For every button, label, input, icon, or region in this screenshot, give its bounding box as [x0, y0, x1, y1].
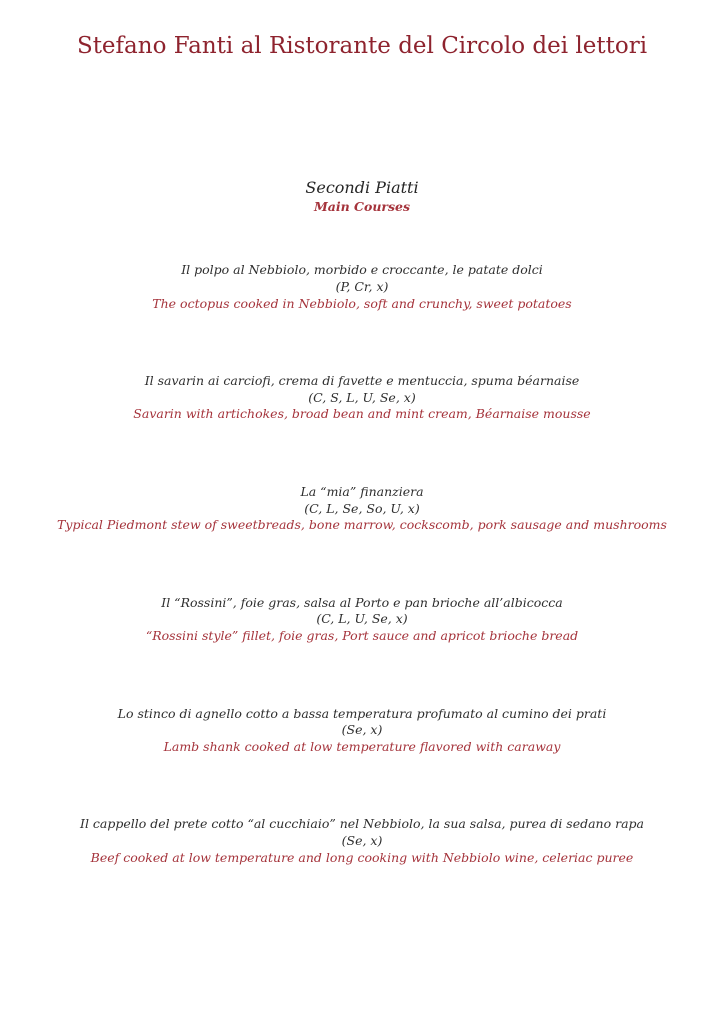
dish-name-english: Savarin with artichokes, broad bean and mint cream, Béarnaise mousse [133, 406, 591, 422]
menu-item [0, 595, 724, 645]
menu-item [0, 262, 724, 312]
dish-name-english: The octopus cooked in Nebbiolo, soft and crunchy, sweet potatoes [152, 295, 572, 311]
section-heading-english: Main Courses [313, 199, 411, 215]
menu-item [0, 706, 724, 756]
dish-name-italian: Il “Rossini”, foie gras, salsa al Porto e pan brioche all’albicocca [161, 594, 563, 610]
dish-allergens: (C, L, U, Se, x) [316, 611, 408, 627]
dish-name-english: Lamb shank cooked at low temperature flavored with caraway [163, 738, 561, 754]
dish-allergens: (P, Cr, x) [335, 279, 389, 295]
section-heading [0, 177, 724, 215]
dish-name-italian: Lo stinco di agnello cotto a bassa temperatura profumato al cumino dei prati [117, 705, 607, 721]
dish-name-italian: La “mia” finanziera [300, 484, 424, 499]
dish-name-english: “Rossini style” fillet, foie gras, Port sauce and apricot brioche bread [145, 627, 579, 643]
page-title: Stefano Fanti al Ristorante del Circolo dei lettori [76, 33, 648, 59]
dish-name-english: Beef cooked at low temperature and long cooking with Nebbiolo wine, celeriac puree [90, 849, 634, 865]
dish-allergens: (C, L, Se, So, U, x) [304, 500, 420, 516]
dish-name-italian: Il savarin ai carciofi, crema di favette e mentuccia, spuma béarnaise [144, 373, 580, 389]
dish-name-italian: Il polpo al Nebbiolo, morbido e croccante, le patate dolci [181, 262, 543, 278]
dish-allergens: (C, S, L, U, Se, x) [308, 389, 416, 405]
menu-item [0, 816, 724, 866]
section-heading-italian: Secondi Piatti [305, 178, 419, 198]
menu-item [0, 484, 724, 534]
dish-name-english: Typical Piedmont stew of sweetbreads, bone marrow, cockscomb, pork sausage and mushrooms [57, 517, 667, 533]
dish-allergens: (Se, x) [341, 832, 383, 848]
dish-list [0, 262, 724, 866]
menu-item [0, 373, 724, 423]
dish-name-italian: Il cappello del prete cotto “al cucchiaio” nel Nebbiolo, la sua salsa, purea di sedano rapa [80, 816, 644, 832]
dish-allergens: (Se, x) [341, 722, 383, 738]
